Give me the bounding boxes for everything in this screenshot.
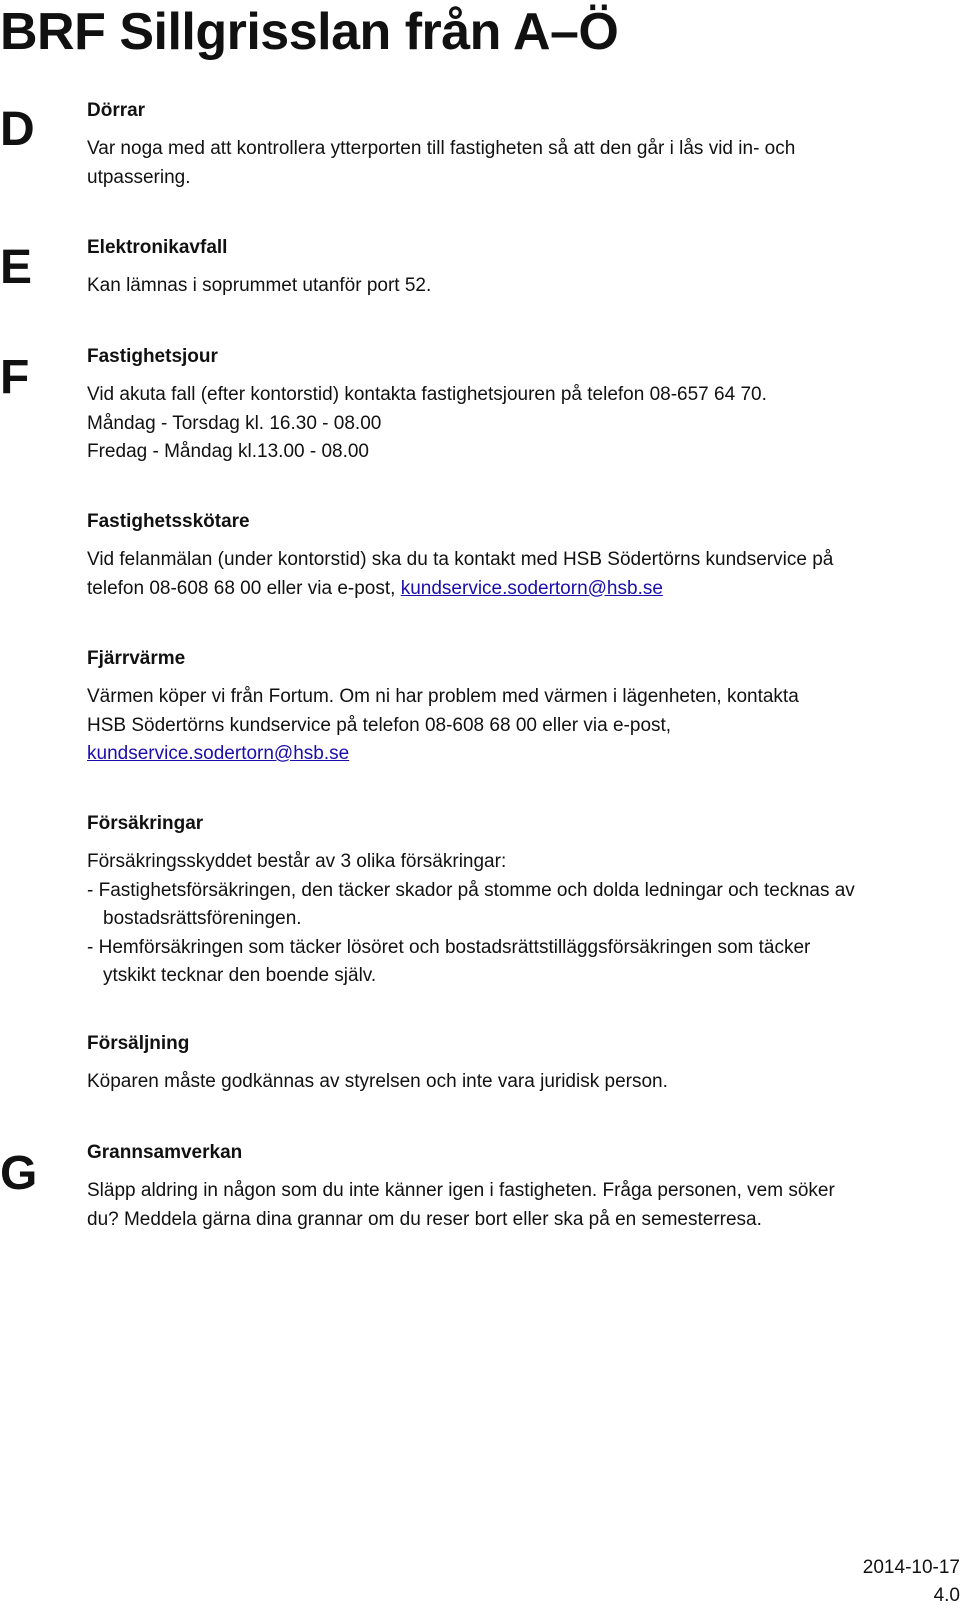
section-heading-fastighetsjour: Fastighetsjour xyxy=(87,346,218,367)
text-line: Släpp aldring in någon som du inte känner igen i fastigheten. Fråga personen, vem söker xyxy=(87,1180,835,1201)
page-footer xyxy=(863,1554,960,1610)
footer-date: 2014-10-17 xyxy=(862,1557,960,1578)
section-forsaljning xyxy=(87,1030,947,1097)
letter-e: E xyxy=(0,241,33,294)
text-line: Fredag - Måndag kl.13.00 - 08.00 xyxy=(87,441,370,462)
section-text-dorrar xyxy=(87,135,947,192)
section-text-fjarrvarme xyxy=(87,683,947,769)
section-heading-fastighetsskotare: Fastighetsskötare xyxy=(87,511,250,532)
section-heading-dorrar: Dörrar xyxy=(87,100,146,121)
list-item: - Fastighetsförsäkringen, den täcker skador på stomme och dolda ledningar och tecknas av xyxy=(87,879,855,901)
section-heading-fjarrvarme: Fjärrvärme xyxy=(87,648,186,669)
section-grannsamverkan xyxy=(87,1139,947,1234)
section-text-fastighetsskotare xyxy=(87,546,947,603)
text-line: Köparen måste godkännas av styrelsen och inte vara juridisk person. xyxy=(87,1071,668,1092)
text-line: Kan lämnas i soprummet utanför port 52. xyxy=(87,275,432,296)
section-heading-forsakringar: Försäkringar xyxy=(87,813,204,834)
letter-f: F xyxy=(0,351,30,404)
section-text-forsaljning xyxy=(87,1068,947,1097)
section-fjarrvarme xyxy=(87,645,947,769)
section-heading-elektronikavfall: Elektronikavfall xyxy=(87,237,228,258)
letter-d: D xyxy=(0,103,35,156)
section-text-elektronikavfall xyxy=(87,272,947,301)
section-text-grannsamverkan xyxy=(87,1177,947,1234)
section-forsakringar xyxy=(87,810,947,991)
text-line: HSB Södertörns kundservice på telefon 08-608 68 00 eller via e-post, xyxy=(87,714,672,736)
text-fragment: telefon 08-608 68 00 eller via e-post, xyxy=(87,577,401,599)
text-line: Var noga med att kontrollera ytterporten till fastigheten så att den går i lås vid in- och xyxy=(87,138,796,159)
page-title: BRF Sillgrisslan från A–Ö xyxy=(0,3,619,61)
section-text-forsakringar xyxy=(87,848,947,991)
text-line: du? Meddela gärna dina grannar om du reser bort eller ska på en semesterresa. xyxy=(87,1208,762,1230)
text-line: Vid akuta fall (efter kontorstid) kontakta fastighetsjouren på telefon 08-657 64 70. xyxy=(87,384,767,405)
text-line: Försäkringsskyddet består av 3 olika försäkringar: xyxy=(87,851,507,872)
section-fastighetsskotare xyxy=(87,508,947,603)
text-line xyxy=(87,575,947,604)
text-line: utpassering. xyxy=(87,166,191,188)
section-dorrar xyxy=(87,97,947,192)
section-heading-grannsamverkan: Grannsamverkan xyxy=(87,1142,243,1163)
text-line: Måndag - Torsdag kl. 16.30 - 08.00 xyxy=(87,412,382,434)
section-heading-forsaljning: Försäljning xyxy=(87,1033,190,1054)
section-text-fastighetsjour xyxy=(87,381,947,467)
list-item: - Hemförsäkringen som täcker lösöret och bostadsrättstilläggsförsäkringen som täcker xyxy=(87,936,811,958)
footer-version: 4.0 xyxy=(933,1585,960,1606)
section-elektronikavfall xyxy=(87,234,947,301)
text-line: Värmen köper vi från Fortum. Om ni har problem med värmen i lägenheten, kontakta xyxy=(87,686,799,707)
email-link[interactable]: kundservice.sodertorn@hsb.se xyxy=(400,577,663,599)
letter-g: G xyxy=(0,1147,38,1200)
list-item-continuation: bostadsrättsföreningen. xyxy=(103,908,302,929)
email-link[interactable]: kundservice.sodertorn@hsb.se xyxy=(87,743,350,764)
text-line: Vid felanmälan (under kontorstid) ska du ta kontakt med HSB Södertörns kundservice på xyxy=(87,549,834,570)
section-fastighetsjour xyxy=(87,343,947,467)
list-item-continuation: ytskikt tecknar den boende själv. xyxy=(103,965,377,986)
text-line xyxy=(87,740,947,769)
